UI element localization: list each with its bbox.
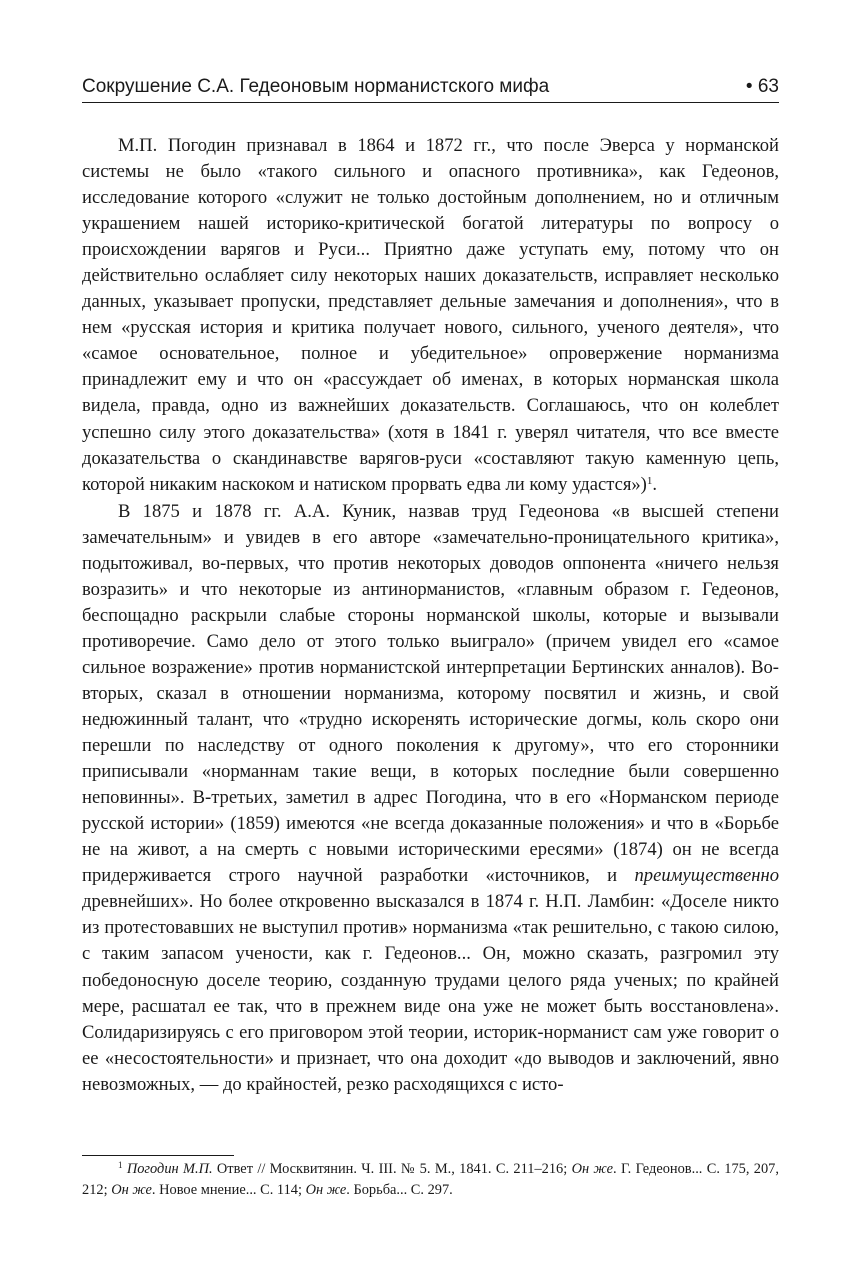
footnote-text: Ответ // Москвитянин. Ч. III. № 5. М., 1841. С. 211–216;: [212, 1161, 572, 1177]
footnote-ref-1[interactable]: 1: [646, 474, 653, 487]
footnote-text: . Борьба... С. 297.: [346, 1182, 453, 1198]
paragraph-2-text-b: древнейших». Но более откровенно высказался в 1874 г. Н.П. Ламбин: «Доселе никто из протестовавших не выступил против» норманизма «так решительно, с такою силою, с таким запасом учености, как г. Гедеонов... Он, можно сказать, разгромил эту победоносную доселе теорию, созданную трудами целого ряда ученых; по крайней мере, расшатал ее так, что в прежнем виде она уже не может быть восстановлена». Солидаризируясь с его приговором этой теории, историк-норманист сам уже говорит о ее «несостоятельности» и признает, что она доходит «до выводов и заключений, явно невозможных, — до крайностей, резко расходящихся с исто-: [82, 891, 779, 1095]
footnote-author: Он же: [111, 1182, 152, 1198]
paragraph-2-italic: преимущественно: [634, 865, 779, 887]
footnote-number: 1: [118, 1160, 123, 1170]
footnote-author: Погодин М.П.: [126, 1161, 213, 1177]
paragraph-2: [82, 499, 779, 1098]
running-title: Сокрушение С.А. Гедеоновым норманистского мифа: [82, 76, 550, 97]
footnote-1: [82, 1159, 779, 1201]
footnote-text: . Новое мнение... С. 114;: [151, 1182, 306, 1198]
paragraph-1-end: .: [652, 473, 658, 495]
paragraph-2-text-a: В 1875 и 1878 гг. А.А. Куник, назвав труд Гедеонова «в высшей степени замечательным» и увидев в его авторе «замечательно-проницательного критика», подытоживал, во-первых, что против некоторых доводов оппонента «ничего нельзя возразить» и что некоторые из антинорманистов, «главным образом г. Гедеонов, беспощадно раскрыли слабые стороны норманской школы, которые и вызывали противоречие. Само дело от этого только выиграло» (причем увидел его «самое сильное возражение» против норманистской интерпретации Бертинских анналов). Во-вторых, сказал в отношении норманизма, которому посвятил и жизнь, и свой недюжинный талант, что «трудно искоренять исторические догмы, коль скоро они перешли по наследству от одного поколения к другому», что его сторонники приписывали «норманнам такие вещи, в которых последние были совершенно неповинны». В-третьих, заметил в адрес Погодина, что в его «Норманском периоде русской истории» (1859) имеются «не всегда доказанные положения» и что в «Борьбе не на живот, а на смерть с новыми историческими ересями» (1874) он не всегда придерживается строго научной разработки «источников, и: [82, 500, 779, 887]
footnote-divider: [82, 1155, 234, 1156]
footnote-text: . Г. Гедеонов... С. 175, 207, 212;: [82, 1161, 779, 1198]
footnote-author: Он же: [305, 1182, 347, 1198]
page-number: • 63: [745, 76, 779, 97]
paragraph-1: [82, 133, 779, 498]
running-header: [82, 72, 779, 103]
paragraph-1-text: М.П. Погодин признавал в 1864 и 1872 гг., что после Эверса у норманской системы не было «такого сильного и опасного противника», как Гедеонов, исследование которого «служит не только достойным дополнением, но и отличным украшением нашей историко-критической богатой литературы по вопросу о происхождении варягов и Руси... Приятно даже уступать ему, потому что он действительно ослабляет силу некоторых наших доказательств, исправляет несколько данных, указывает пропуски, представляет дельные замечания и дополнения», что в нем «русская история и критика получает нового, сильного, ученого деятеля», что «самое основательное, полное и убедительное» опровержение норманизма принадлежит ему и что он «рассуждает об именах, в которых норманская школа видела, правда, одно из важнейших доказательств. Соглашаюсь, что он колеблет успешно силу этого доказательства» (хотя в 1841 г. уверял читателя, что все вместе доказательства о скандинавстве варягов-руси «составляют такую каменную цепь, которой никаким наскоком и натиском прорвать едва ли кому удастся»): [82, 135, 779, 495]
footnote-author: Он же: [571, 1161, 614, 1177]
main-text: [82, 133, 779, 1098]
